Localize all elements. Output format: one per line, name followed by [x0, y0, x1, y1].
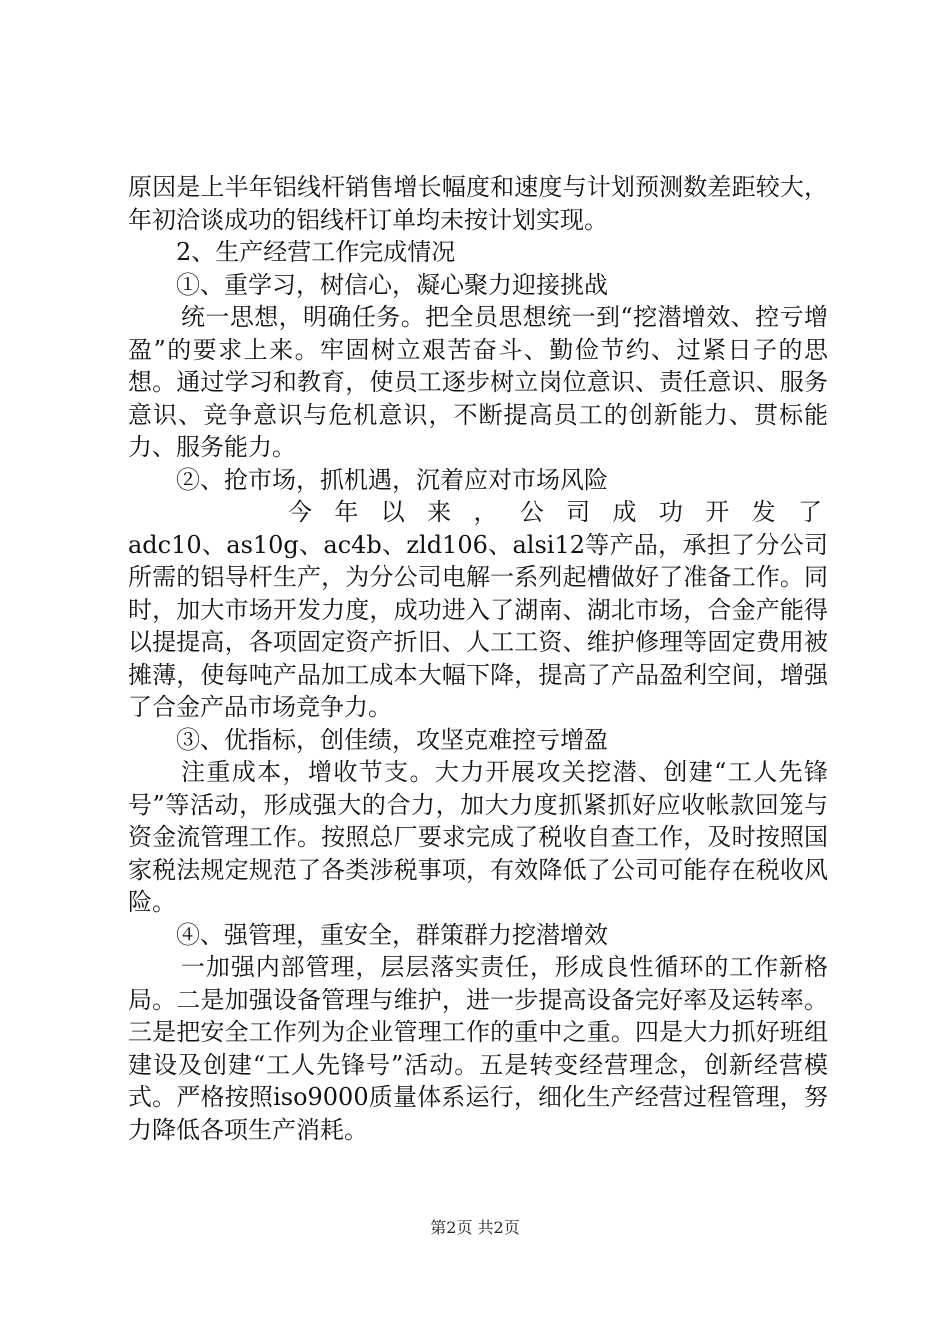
paragraph-management: 一加强内部管理，层层落实责任，形成良性循环的工作新格局。二是加强设备管理与维护，进一步提高设备完好率及运转率。三是把安全工作列为企业管理工作的重中之重。四是大力抓好班组建设及创建“工人先锋号”活动。五是转变经营理念，创新经营模式。严格按照iso9000质量体系运行，细化生产经营过程管理，努力降低各项生产消耗。	[128, 953, 828, 1144]
paragraph-continued: 原因是上半年铝线杆销售增长幅度和速度与计划预测数差距较大，年初洽谈成功的铝线杆订单均未按计划实现。	[128, 173, 828, 234]
page-number-footer: 第2页 共2页	[430, 1218, 520, 1237]
subheading-3: ③、优指标，创佳绩，攻坚克难控亏增盈	[176, 725, 608, 754]
paragraph-cost: 注重成本，增收节支。大力开展攻关挖潜、创建“工人先锋号”等活动，形成强大的合力，加大力度抓紧抓好应收帐款回笼与资金流管理工作。按照总厂要求完成了税收自查工作，及时按照国家税法规定规范了各类涉税事项，有效降低了公司可能存在税收风险。	[128, 758, 828, 916]
subheading-1: ①、重学习，树信心，凝心聚力迎接挑战	[176, 270, 608, 299]
paragraph-market: adc10、as10g、ac4b、zld106、alsi12等产品，承担了分公司所需的铝导杆生产，为分公司电解一系列起槽做好了准备工作。同时，加大市场开发力度，成功进入了湖南、湖北市场，合金产能得以提提高，各项固定资产折旧、人工工资、维护修理等固定费用被摊薄，使每吨产品加工成本大幅下降，提高了产品盈利空间，增强了合金产品市场竞争力。	[128, 530, 828, 721]
section-heading-2: 2、生产经营工作完成情况	[176, 238, 456, 266]
paragraph-study: 统一思想，明确任务。把全员思想统一到“挖潜增效、控亏增盈”的要求上来。牢固树立艰苦奋斗、勤俭节约、过紧日子的思想。通过学习和教育，使员工逐步树立岗位意识、责任意识、服务意识、竞争意识与危机意识，不断提高员工的创新能力、贯标能力、服务能力。	[128, 303, 828, 461]
document-body	[128, 171, 828, 1146]
subheading-4: ④、强管理，重安全，群策群力挖潜增效	[176, 920, 608, 949]
subheading-2: ②、抢市场，抓机遇，沉着应对市场风险	[176, 465, 608, 494]
spread-line: 今年以来，公司成功开发了	[288, 498, 828, 526]
